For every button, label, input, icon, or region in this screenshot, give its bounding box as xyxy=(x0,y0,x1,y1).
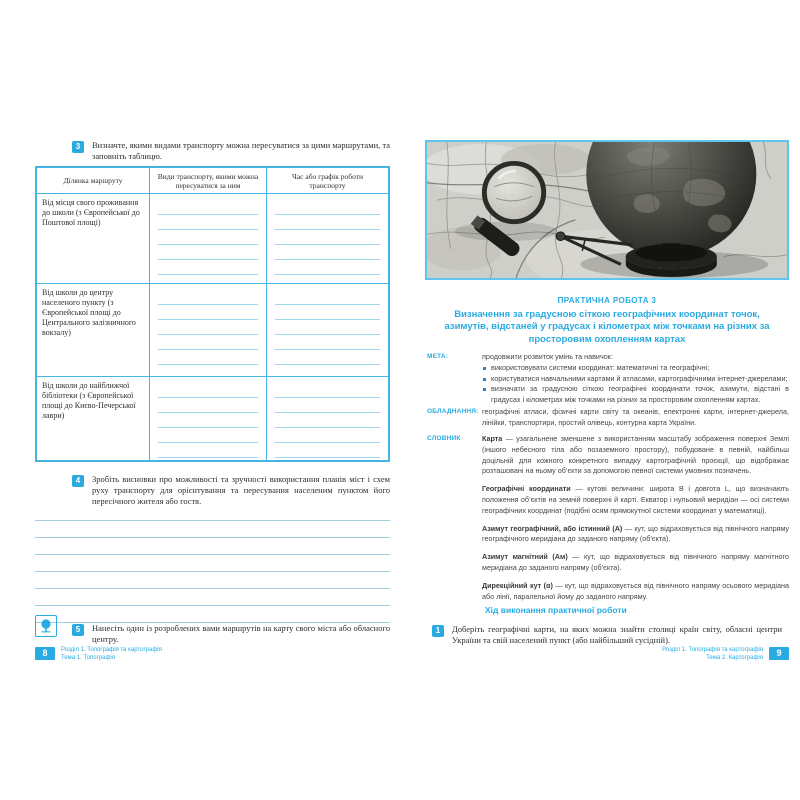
bullet-square-icon xyxy=(483,378,486,381)
page-number: 8 xyxy=(35,647,55,660)
vocab-term: Дирекційний кут (α) xyxy=(482,580,553,590)
write-in-cell xyxy=(150,194,267,284)
practical-work-title: Визначення за градусною сіткою географічних координат точок, азимутів, відстаней у градусах і кілометрах між точками на різних за просторовим охопленням картах xyxy=(444,309,770,345)
page-number: 9 xyxy=(769,647,789,660)
table-header-schedule: Час або графік роботи транспорту xyxy=(267,168,388,194)
bullet-square-icon xyxy=(483,367,486,370)
vocab-entry: Азимут магнітний (Ам) — кут, що відраховується від північного напряму магнітного меридіана до заданого напряму (об’єкта). xyxy=(482,552,790,572)
practical-work-header: ПРАКТИЧНА РОБОТА 3 xyxy=(557,296,657,305)
task-number-badge: 4 xyxy=(72,475,84,487)
map-work-icon xyxy=(35,615,57,637)
task-3 xyxy=(72,140,390,162)
table-header-route: Ділянка маршруту xyxy=(37,168,150,194)
transport-table xyxy=(35,166,390,462)
vocab-term: Азимут географічний, або істинний (А) xyxy=(482,523,623,533)
equipment-text: географічні атласи, фізичні карти світу та океанів, електронні карти, інтернет-джерела, лінійки, транспортири, простий олівець, контурна карта України. xyxy=(482,407,789,427)
task-4 xyxy=(72,474,390,507)
footer-topic: Тема 2. Картографія xyxy=(706,654,763,661)
equipment-label: ОБЛАДНАННЯ: xyxy=(427,408,479,415)
vocab-term: Географічні координати xyxy=(482,484,571,494)
task-4-text: Зробіть висновки про можливості та зручності використання планів міст і схем руху транспорту для орієнтування та пересування населеним пунктом його пересічного жителя або гостя. xyxy=(92,474,390,507)
write-in-cell xyxy=(150,284,267,377)
footer-section: Розділ 1. Топографія та картографія xyxy=(61,647,162,653)
work-procedure-header: Хід виконання практичної роботи xyxy=(485,605,627,615)
footer-section: Розділ 1. Топографія та картографія xyxy=(662,647,763,653)
left-page-footer xyxy=(35,647,390,662)
meta-bullet: користуватися навчальними картами й атласами, картографічними інтернет-джерелами; xyxy=(482,374,789,385)
vocab-entry: Карта — узагальнене зменшене з використанням масштабу зображення поверхні Землі (іншого небесного тіла або позаземного простору), побудоване в певній, найбільш доцільній для кожного конкретного випадку картографічній проєкції, що відображає розташовані на ньому об’єкти за допомогою певної системи умовних позначень. xyxy=(482,434,789,476)
vocab-entry: Азимут географічний, або істинний (А) — кут, що відраховується від північного напряму географічного меридіана до заданого напряму (об’єкта). xyxy=(482,523,790,544)
vocabulary-section xyxy=(425,434,789,609)
left-page xyxy=(35,140,390,670)
footer-section-topic xyxy=(662,647,763,662)
table-row-label: Від школи до центру населеного пункту (з Європейської площі до Центрального залізничного вокзалу) xyxy=(37,284,150,377)
equipment-section xyxy=(425,407,789,429)
globe-map-magnifier-photo xyxy=(425,140,789,280)
photo-illustration xyxy=(427,142,787,278)
meta-intro: продовжити розвиток умінь та навичок: xyxy=(482,352,613,361)
vocab-entry: Географічні координати — кутові величини: широта B і довгота L, що визначають положення об’єктів на земній поверхні й карті. Екватор і нульовий меридіан — осі системи географічних координат (подібні осям прямокутної системи координат у математиці). xyxy=(482,484,789,515)
write-in-cell xyxy=(150,377,267,460)
meta-bullet: визначати за градусною сіткою географічні координати точок, азимути, відстані в градусах і кілометрах між точками на різних за просторовим охопленням картах. xyxy=(482,384,789,406)
right-page xyxy=(425,140,789,670)
table-header-transport: Види транспорту, якими можна пересуватися за ним xyxy=(150,168,267,194)
right-page-footer xyxy=(425,647,789,662)
table-row-label: Від місця свого проживання до школи (з Європейської до Поштової площі) xyxy=(37,194,150,284)
bullet-square-icon xyxy=(483,388,486,391)
footer-section-topic xyxy=(61,647,162,662)
write-in-lines xyxy=(35,504,390,623)
task-5 xyxy=(72,623,390,645)
vocab-entry: Дирекційний кут (α) — кут, що відраховується від північного напряму осьового меридіана або лінії, паралельної йому до заданого напряму. xyxy=(482,580,789,601)
task-1-text: Доберіть географічні карти, на яких можна знайти столиці країн світу, обласні центри України та свій населений пункт (або найбільший сусідній). xyxy=(452,624,782,646)
table-row-label: Від школи до найближчої бібліотеки (з Європейської площі до Києво-Печерської лаври) xyxy=(37,377,150,460)
meta-bullet-list xyxy=(482,363,789,406)
task-5-text: Нанесіть один із розроблених вами маршрутів на карту свого міста або обласного центру. xyxy=(92,623,390,645)
meta-bullet: використовувати системи координат: математичні та географічні; xyxy=(482,363,789,374)
write-in-cell xyxy=(267,194,388,284)
task-number-badge: 5 xyxy=(72,624,84,636)
footer-topic: Тема 1. Топографія xyxy=(61,654,115,661)
write-in-cell xyxy=(267,377,388,460)
vocab-term: Карта xyxy=(482,434,503,443)
vocab-term: Азимут магнітний (Ам) xyxy=(482,552,568,562)
task-3-text: Визначте, якими видами транспорту можна пересуватися за цими маршрутами, та заповніть таблицю. xyxy=(92,140,390,162)
task-number-badge: 3 xyxy=(72,141,84,153)
meta-section xyxy=(425,352,789,406)
write-in-cell xyxy=(267,284,388,377)
task-1 xyxy=(432,624,782,646)
task-number-badge: 1 xyxy=(432,625,444,637)
vocabulary-label: СЛОВНИК xyxy=(427,435,461,442)
meta-label: МЕТА: xyxy=(427,353,449,360)
